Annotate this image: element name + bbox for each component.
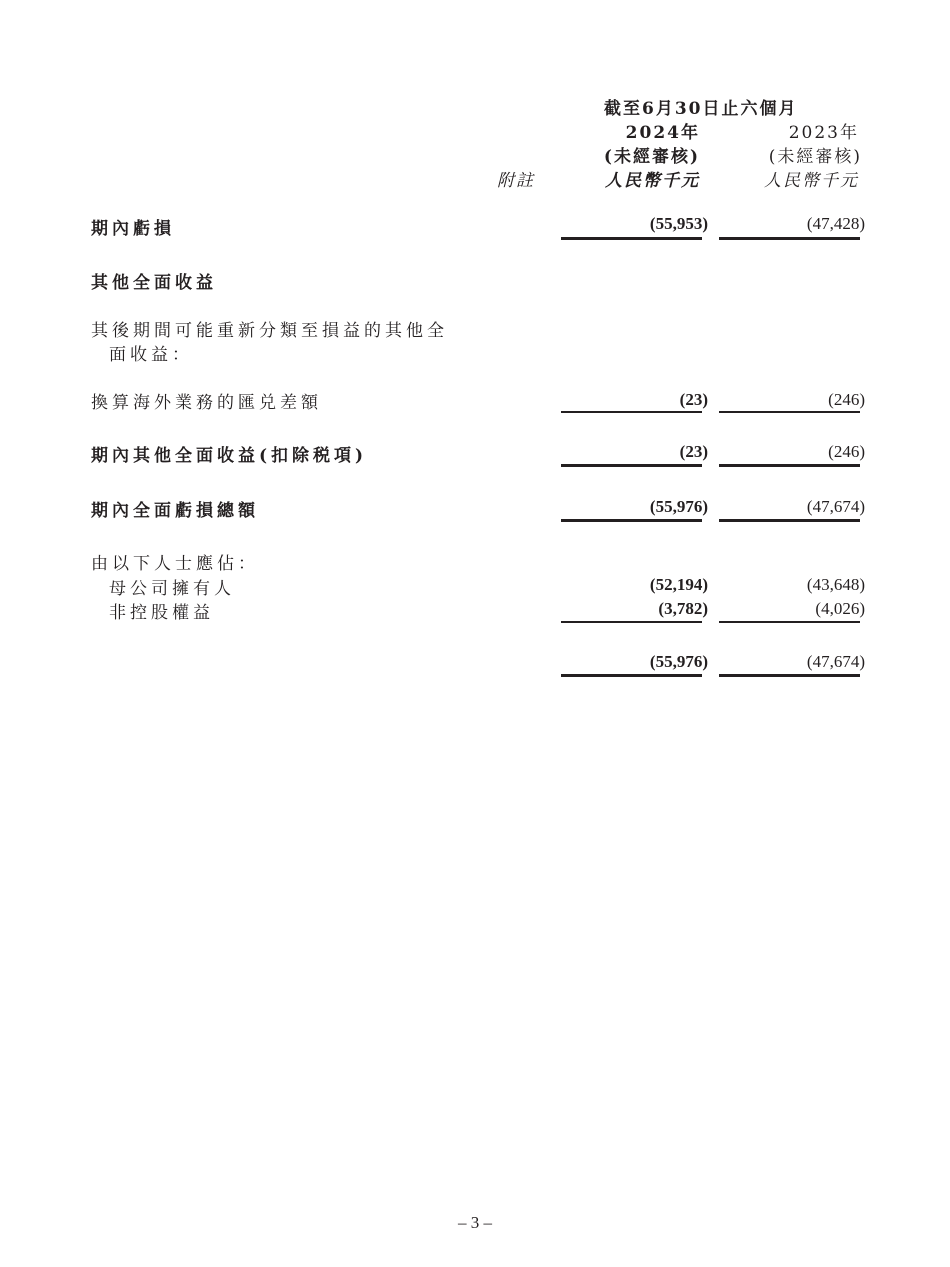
audit-2023-header: (未經審核)	[768, 147, 862, 167]
sum-2023-value: (47,674)	[806, 652, 865, 671]
oci-net-2023-rule	[719, 464, 860, 467]
reclass-line-2: 面收益：	[109, 345, 193, 365]
loss-2023-rule	[719, 237, 860, 240]
owners-2023-value: (43,648)	[806, 575, 865, 594]
exchange-label: 換算海外業務的匯兑差額	[91, 393, 322, 413]
oci-net-2024-value: (23)	[679, 442, 708, 461]
nci-2024-value: (3,782)	[658, 599, 708, 618]
reclass-line-1: 其後期間可能重新分類至損益的其他全	[91, 321, 448, 341]
oci-heading: 其他全面收益	[91, 273, 217, 293]
note-header: 附註	[497, 171, 535, 191]
loss-2024-rule	[561, 237, 702, 240]
year-2023-header: 2023年	[788, 123, 859, 143]
exchange-2023-rule	[719, 411, 860, 413]
total-label: 期內全面虧損總額	[91, 501, 259, 521]
exchange-2024-rule	[561, 411, 702, 413]
period-header: 截至6月30日止六個月	[604, 99, 798, 119]
page-number: – 3 –	[458, 1213, 492, 1232]
oci-net-label: 期內其他全面收益(扣除税項)	[91, 446, 368, 466]
oci-net-2024-rule	[561, 464, 702, 467]
sum-2024-rule	[561, 674, 702, 677]
nci-label: 非控股權益	[109, 603, 214, 623]
owners-label: 母公司擁有人	[109, 579, 235, 599]
exchange-2023-value: (246)	[828, 390, 865, 409]
loss-label: 期內虧損	[91, 219, 175, 239]
audit-2024-header: (未經審核)	[603, 147, 700, 167]
nci-2023-rule	[719, 621, 860, 623]
loss-2024-value: (55,953)	[649, 214, 708, 233]
total-2024-value: (55,976)	[649, 497, 708, 516]
total-2023-value: (47,674)	[806, 497, 865, 516]
sum-2024-value: (55,976)	[649, 652, 708, 671]
nci-2023-value: (4,026)	[815, 599, 865, 618]
sum-2023-rule	[719, 674, 860, 677]
total-2024-rule	[561, 519, 702, 522]
exchange-2024-value: (23)	[679, 390, 708, 409]
currency-2024-header: 人民幣千元	[605, 171, 700, 191]
loss-2023-value: (47,428)	[806, 214, 865, 233]
currency-2023-header: 人民幣千元	[764, 171, 859, 191]
nci-2024-rule	[561, 621, 702, 623]
year-2024-header: 2024年	[625, 123, 700, 143]
attributable-label: 由以下人士應佔：	[91, 554, 259, 574]
owners-2024-value: (52,194)	[649, 575, 708, 594]
total-2023-rule	[719, 519, 860, 522]
oci-net-2023-value: (246)	[828, 442, 865, 461]
